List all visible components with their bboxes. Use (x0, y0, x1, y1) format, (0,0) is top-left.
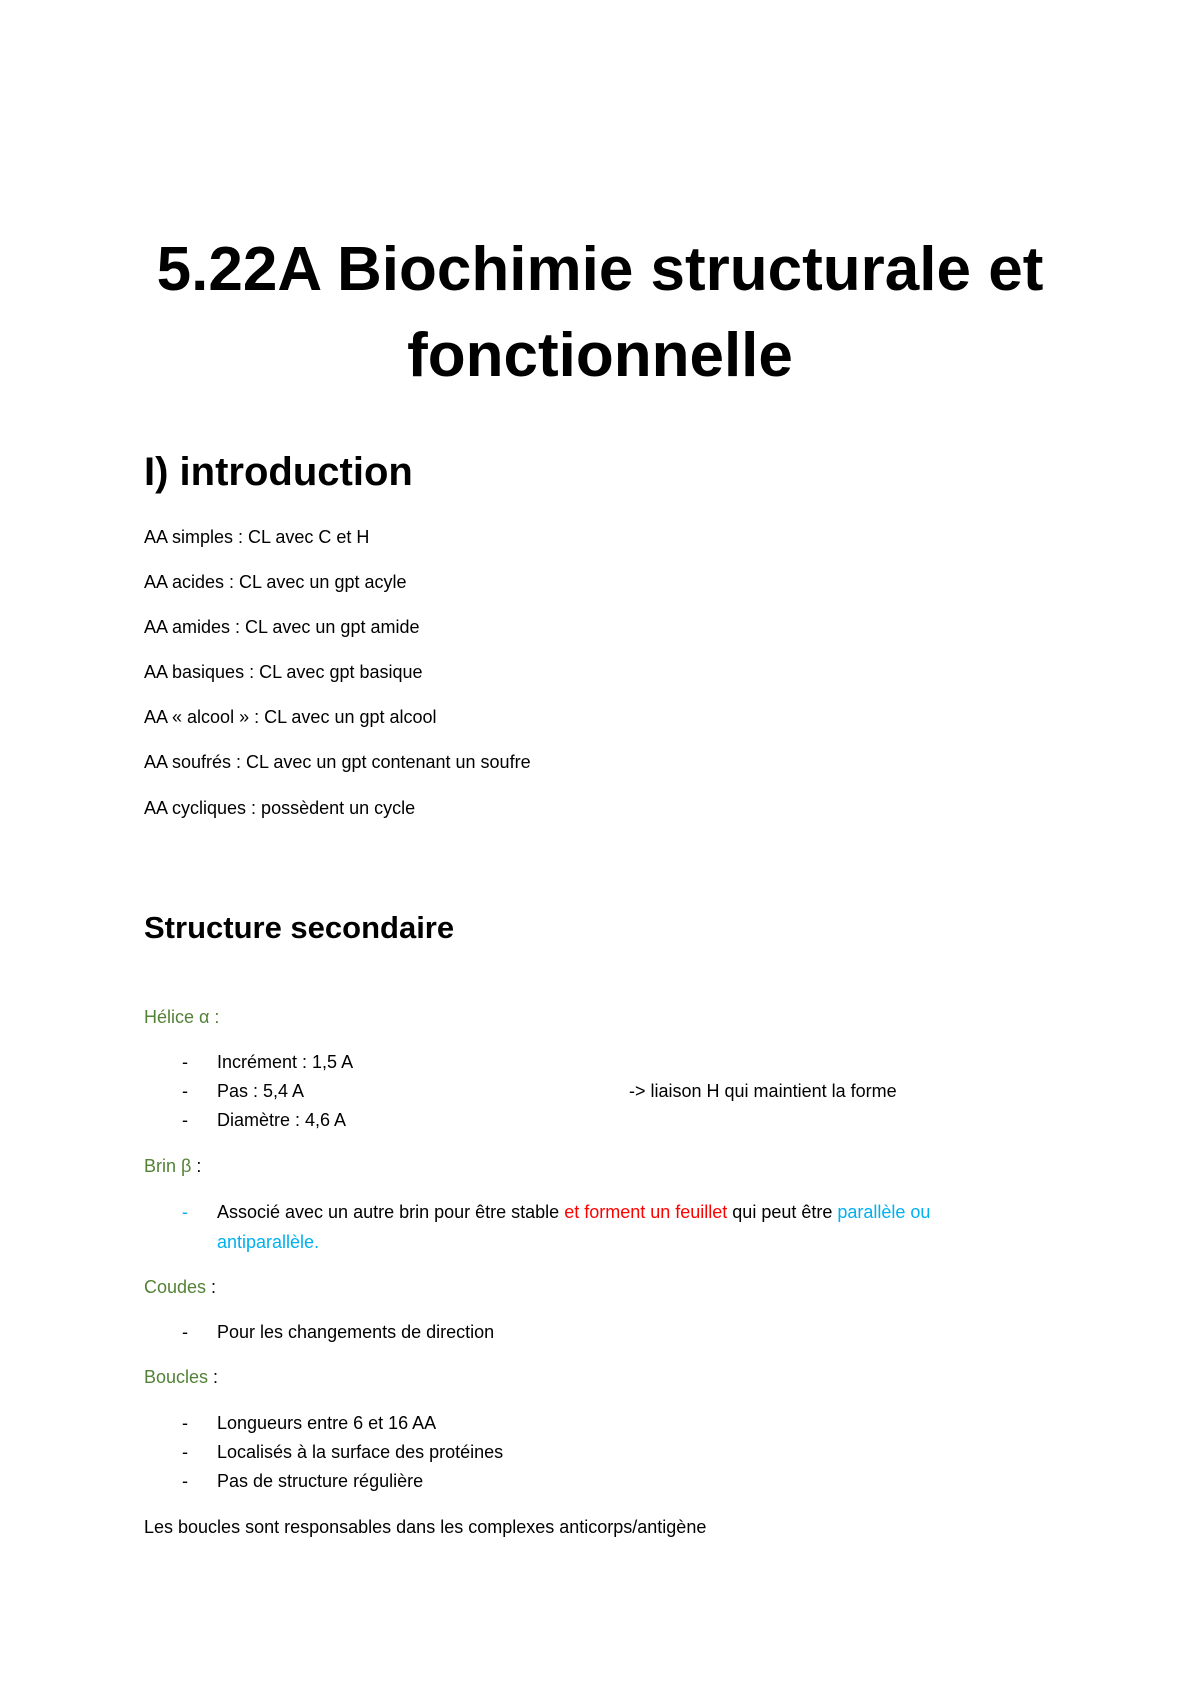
helice-item: Incrément : 1,5 A (217, 1052, 354, 1072)
boucles-item: Pas de structure régulière (217, 1471, 424, 1491)
brin-label: Brin β (144, 1156, 192, 1176)
bullet-dash: - (182, 1110, 188, 1130)
helice-label: Hélice α : (144, 1007, 220, 1027)
intro-line: AA simples : CL avec C et H (144, 527, 370, 547)
coudes-item: Pour les changements de direction (217, 1322, 495, 1342)
closing-paragraph: Les boucles sont responsables dans les complexes anticorps/antigène (144, 1517, 707, 1537)
bullet-dash: - (182, 1052, 188, 1072)
helice-note: -> liaison H qui maintient la forme (629, 1081, 897, 1101)
bullet-dash: - (182, 1081, 188, 1101)
document-title-line-1: 5.22A Biochimie structurale et (156, 235, 1044, 304)
coudes-label-suffix: : (206, 1277, 217, 1297)
boucles-item: Longueurs entre 6 et 16 AA (217, 1413, 437, 1433)
intro-line: AA amides : CL avec un gpt amide (144, 617, 420, 637)
boucles-label-line (144, 1365, 218, 1389)
brin-item-line-2: antiparallèle. (217, 1232, 320, 1252)
intro-line: AA basiques : CL avec gpt basique (144, 662, 423, 682)
helice-item: Diamètre : 4,6 A (217, 1110, 347, 1130)
intro-line: AA cycliques : possèdent un cycle (144, 798, 416, 818)
helice-item: Pas : 5,4 A (217, 1081, 305, 1101)
intro-line: AA soufrés : CL avec un gpt contenant un soufre (144, 752, 531, 772)
coudes-label-line (144, 1275, 216, 1299)
brin-text: qui peut être (727, 1202, 838, 1222)
boucles-label: Boucles (144, 1367, 209, 1387)
document-title-line-2: fonctionnelle (407, 321, 793, 390)
bullet-dash: - (182, 1442, 188, 1462)
bullet-dash: - (182, 1471, 188, 1491)
bullet-dash: - (182, 1322, 188, 1342)
brin-text-red: et forment un feuillet (564, 1202, 728, 1222)
intro-line: AA acides : CL avec un gpt acyle (144, 572, 407, 592)
bullet-dash: - (182, 1413, 188, 1433)
brin-item-line-1 (217, 1200, 930, 1224)
intro-line: AA « alcool » : CL avec un gpt alcool (144, 707, 437, 727)
boucles-item: Localisés à la surface des protéines (217, 1442, 504, 1462)
bullet-dash: - (182, 1202, 188, 1222)
coudes-label: Coudes (144, 1277, 207, 1297)
section-heading-introduction: I) introduction (144, 450, 413, 494)
boucles-label-suffix: : (208, 1367, 219, 1387)
brin-label-line (144, 1154, 201, 1178)
brin-text: Associé avec un autre brin pour être stable (217, 1202, 565, 1222)
brin-text-cyan: parallèle ou (837, 1202, 931, 1222)
section-heading-structure-secondaire: Structure secondaire (144, 910, 455, 945)
brin-label-suffix: : (191, 1156, 202, 1176)
